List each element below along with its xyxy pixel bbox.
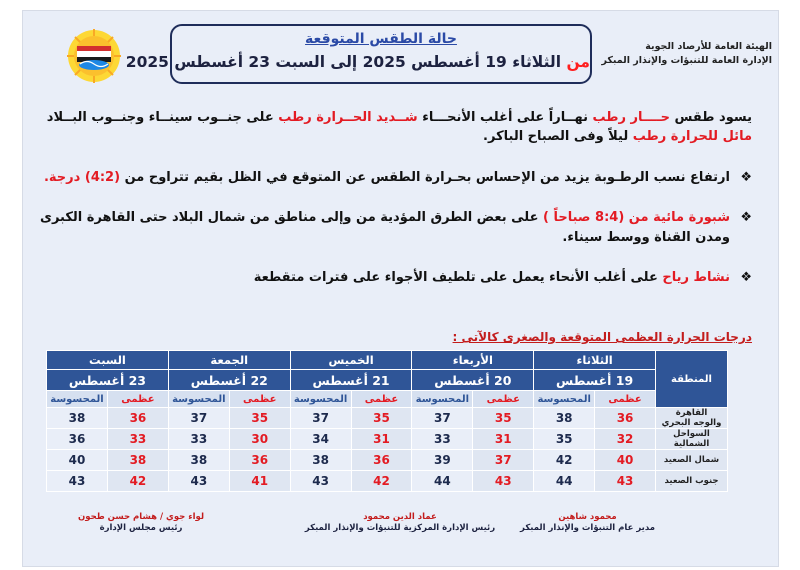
summary-part: على جنــوب سينــاء وجنــوب البــلاد <box>46 110 279 125</box>
max-temp-cell: 36 <box>595 408 656 429</box>
summary-part: يسود طقس <box>670 110 752 125</box>
bullet-highlight: (4:2) درجة. <box>43 170 121 185</box>
feels-like-cell: 37 <box>168 408 229 429</box>
max-header: عظمى <box>351 391 412 408</box>
temperature-table <box>46 350 728 492</box>
feels-like-header: المحسوسة <box>290 391 351 408</box>
table-subheader-row <box>47 391 728 408</box>
table-row <box>47 408 728 429</box>
max-temp-cell: 42 <box>107 471 168 492</box>
forecast-text <box>40 108 752 288</box>
day-header: الأربعاء <box>412 351 534 370</box>
page-title: حالة الطقس المتوقعة <box>305 31 457 47</box>
summary-highlight: شــديد الحــرارة رطب <box>278 110 418 125</box>
bullet-fog <box>40 208 752 248</box>
day-header: السبت <box>47 351 169 370</box>
max-temp-cell: 35 <box>351 408 412 429</box>
feels-like-cell: 40 <box>47 450 108 471</box>
diamond-bullet-icon: ❖ <box>740 210 752 225</box>
bullet-wind <box>92 268 752 288</box>
max-temp-cell: 33 <box>107 429 168 450</box>
feels-like-cell: 42 <box>534 450 595 471</box>
feels-like-cell: 39 <box>412 450 473 471</box>
diamond-bullet-icon: ❖ <box>740 170 752 185</box>
feels-like-cell: 37 <box>412 408 473 429</box>
max-temp-cell: 32 <box>595 429 656 450</box>
max-temp-cell: 43 <box>595 471 656 492</box>
feels-like-cell: 44 <box>534 471 595 492</box>
region-cell <box>656 471 728 492</box>
region-name: والوجه البحري <box>661 418 722 428</box>
feels-like-cell: 34 <box>290 429 351 450</box>
summary-line-2 <box>92 127 752 146</box>
feels-like-cell: 37 <box>290 408 351 429</box>
feels-like-cell: 36 <box>47 429 108 450</box>
feels-like-cell: 38 <box>290 450 351 471</box>
table-row <box>47 450 728 471</box>
summary-part: ليلاً وفى الصباح الباكر. <box>483 129 633 144</box>
max-temp-cell: 38 <box>107 450 168 471</box>
feels-like-cell: 38 <box>168 450 229 471</box>
forecast-period <box>125 53 590 71</box>
bullet-text: ومدن القناة ووسط سيناء. <box>562 230 730 245</box>
feels-like-cell: 38 <box>47 408 108 429</box>
day-header: الجمعة <box>168 351 290 370</box>
max-temp-cell: 37 <box>473 450 534 471</box>
meteorological-authority-logo <box>66 28 122 84</box>
max-temp-cell: 35 <box>473 408 534 429</box>
table-title: درجات الحرارة العظمى المتوقعة والصغرى كالآتى : <box>452 330 752 344</box>
bullet-highlight: نشاط رياح <box>662 270 730 285</box>
max-temp-cell: 43 <box>473 471 534 492</box>
date-header: 21 أغسطس <box>290 370 412 391</box>
signature-block <box>78 512 204 534</box>
signatory-name: محمود شاهين <box>558 512 617 522</box>
bullet-text: على أغلب الأنحاء يعمل على تلطيف الأجواء على فترات متقطعة <box>253 270 663 285</box>
max-header: عظمى <box>229 391 290 408</box>
summary-line-1 <box>46 108 752 127</box>
region-name: جنوب الصعيد <box>664 476 719 486</box>
max-header: عظمى <box>107 391 168 408</box>
signatory-name: عماد الدين محمود <box>363 512 437 522</box>
date-header: 23 أغسطس <box>47 370 169 391</box>
bullet-humidity <box>43 168 752 188</box>
date-header: 20 أغسطس <box>412 370 534 391</box>
feels-like-header: المحسوسة <box>168 391 229 408</box>
feels-like-cell: 44 <box>412 471 473 492</box>
diamond-bullet-icon: ❖ <box>740 270 752 285</box>
max-temp-cell: 36 <box>229 450 290 471</box>
header-box <box>125 24 592 84</box>
table-date-row <box>47 370 728 391</box>
max-header: عظمى <box>473 391 534 408</box>
table-row <box>47 471 728 492</box>
signatory-title: رئيس الإدارة المركزية للتنبؤات والإنذار المبكر <box>304 523 496 533</box>
organization-line-1: الهيئة العامة للأرصاد الجوية <box>645 41 772 52</box>
max-temp-cell: 31 <box>473 429 534 450</box>
feels-like-header: المحسوسة <box>534 391 595 408</box>
max-temp-cell: 36 <box>351 450 412 471</box>
organization-line-2: الإدارة العامة للتنبؤات والإنذار المبكر <box>601 55 772 66</box>
region-name: السواحل الشمالية <box>673 429 710 449</box>
feels-like-cell: 33 <box>168 429 229 450</box>
max-temp-cell: 35 <box>229 408 290 429</box>
bullet-highlight: شبورة مائية من (8:4 صباحاً ) <box>543 210 730 225</box>
max-temp-cell: 30 <box>229 429 290 450</box>
signature-block <box>300 512 500 534</box>
day-header: الخميس <box>290 351 412 370</box>
max-temp-cell: 42 <box>351 471 412 492</box>
region-cell <box>656 408 728 429</box>
organization-name <box>572 40 772 68</box>
max-temp-cell: 36 <box>107 408 168 429</box>
feels-like-cell: 33 <box>412 429 473 450</box>
table-row <box>47 429 728 450</box>
bullet-text: ارتفاع نسب الرطـوبة يزيد من الإحساس بحـرارة الطقس عن المتوقع في الظل بقيم تتراوح من <box>120 170 730 185</box>
feels-like-cell: 43 <box>168 471 229 492</box>
feels-like-cell: 35 <box>534 429 595 450</box>
bullet-text: على بعض الطرق المؤدية من وإلى مناطق من شمال البلاد حتى القاهرة الكبرى <box>40 210 544 225</box>
max-temp-cell: 41 <box>229 471 290 492</box>
feels-like-cell: 43 <box>47 471 108 492</box>
feels-like-cell: 43 <box>290 471 351 492</box>
region-header: المنطقة <box>656 351 728 408</box>
period-prefix: من <box>566 53 590 71</box>
region-name: شمال الصعيد <box>663 455 720 465</box>
signatory-name: لواء جوي / هشام حسن طحون <box>78 512 205 522</box>
summary-highlight: حــــار رطب <box>592 110 671 125</box>
period-text: الثلاثاء 19 أغسطس 2025 إلى السبت 23 أغسطس 2025 <box>125 53 562 71</box>
summary-highlight: مائل للحرارة رطب <box>632 129 752 144</box>
date-header: 19 أغسطس <box>534 370 656 391</box>
day-header: الثلاثاء <box>534 351 656 370</box>
feels-like-header: المحسوسة <box>412 391 473 408</box>
region-name: القاهرة <box>675 408 708 418</box>
table-header-row <box>47 351 728 370</box>
region-cell <box>656 429 728 450</box>
feels-like-cell: 38 <box>534 408 595 429</box>
max-header: عظمى <box>595 391 656 408</box>
max-temp-cell: 31 <box>351 429 412 450</box>
feels-like-header: المحسوسة <box>47 391 108 408</box>
signatory-title: مدير عام التنبؤات والإنذار المبكر <box>520 523 655 533</box>
max-temp-cell: 40 <box>595 450 656 471</box>
date-header: 22 أغسطس <box>168 370 290 391</box>
region-cell <box>656 450 728 471</box>
signatory-title: رئيس مجلس الإدارة <box>99 523 183 533</box>
signature-block <box>520 512 655 534</box>
summary-part: نهــاراً على أغلب الأنحـــاء <box>417 110 593 125</box>
